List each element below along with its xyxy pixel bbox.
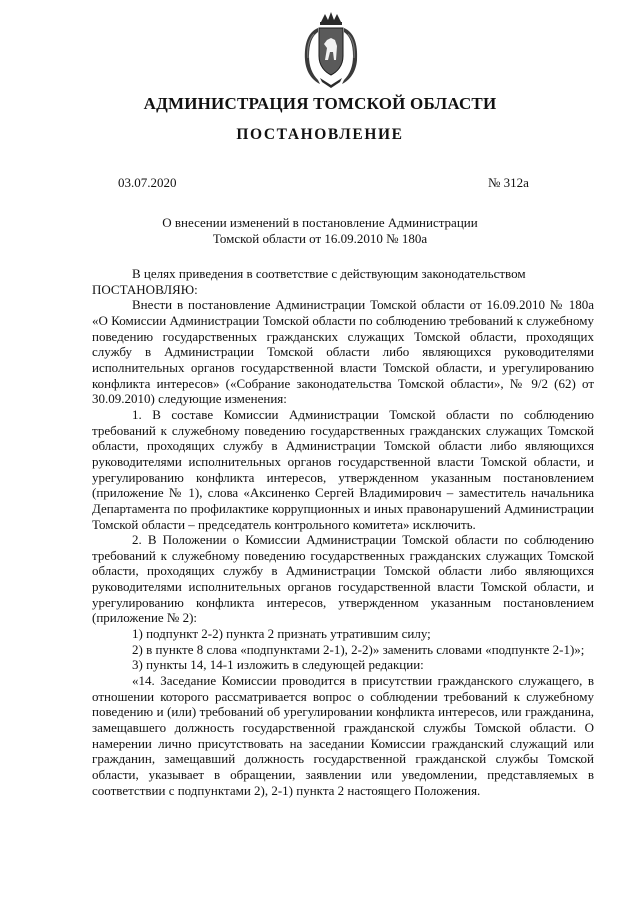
document-type: ПОСТАНОВЛЕНИЕ [236, 126, 404, 143]
body-paragraph: 3) пункты 14, 14-1 изложить в следующей редакции: [132, 657, 424, 673]
body-paragraph: Внести в постановление Администрации Томской области от 16.09.2010 № 180а «О Комиссии Администрации Томской области по соблюдению требований к служебному поведению государственных гражданских служащих Томской области, проходящих службу в Администрации Томской области либо являющихся руководителями исполнительных органов государственной власти Томской области, и урегулированию конфликта интересов» («Собрание законодательства Томской области», № 9/2 (62) от 30.09.2010) следующие изменения: [92, 297, 594, 407]
document-subject [130, 215, 510, 247]
body-paragraph: 2) в пункте 8 слова «подпунктами 2-1), 2-2)» заменить словами «подпункте 2-1)»; [132, 641, 585, 657]
body-paragraph: 1. В составе Комиссии Администрации Томской области по соблюдению требований к служебному поведению государственных гражданских служащих Томской области, проходящих службу в Администрации Томской области либо являющихся руководителями исполнительных органов государственной власти Томской области, и урегулированию конфликта интересов, утвержденном указанным постановлением (приложение № 1), слова «Аксиненко Сергей Владимирович – заместитель начальника Департамента по профилактике коррупционных и иных правонарушений Администрации Томской области – председатель контрольного комитета» исключить. [92, 406, 594, 532]
body-paragraph: 2. В Положении о Комиссии Администрации Томской области по соблюдению требований к служебному поведению государственных гражданских служащих Томской области, проходящих службу в Администрации Томской области либо являющихся руководителями исполнительных органов государственной власти Томской области, и урегулированию конфликта интересов, утвержденном указанным постановлением (приложение № 2): [92, 532, 594, 626]
document-body [92, 266, 594, 798]
body-paragraph: «14. Заседание Комиссии проводится в присутствии гражданского служащего, в отношении которого рассматривается вопрос о соблюдении требований к служебному поведению и (или) требований об урегулировании конфликта интересов, или гражданина, замещавшего должность государственной гражданской службы Томской области. О намерении лично присутствовать на заседании Комиссии гражданский служащий или гражданин, замещавший должность государственной гражданской службы Томской области, указывает в обращении, заявлении или уведомлении, представляемых в соответствии с подпунктами 2), 2-1) пункта 2 настоящего Положения. [92, 673, 594, 798]
tomsk-oblast-coat-of-arms-icon [296, 10, 366, 90]
subject-line: О внесении изменений в постановление Администрации [162, 215, 478, 230]
document-date: 03.07.2020 [118, 175, 177, 190]
organization-name: АДМИНИСТРАЦИЯ ТОМСКОЙ ОБЛАСТИ [143, 94, 497, 113]
body-paragraph: В целях приведения в соответствие с действующим законодательством [132, 266, 526, 281]
document-number: № 312а [488, 175, 529, 190]
body-paragraph: 1) подпункт 2-2) пункта 2 признать утратившим силу; [132, 626, 431, 642]
resolution-word: ПОСТАНОВЛЯЮ: [92, 281, 198, 297]
subject-line: Томской области от 16.09.2010 № 180а [212, 231, 428, 246]
